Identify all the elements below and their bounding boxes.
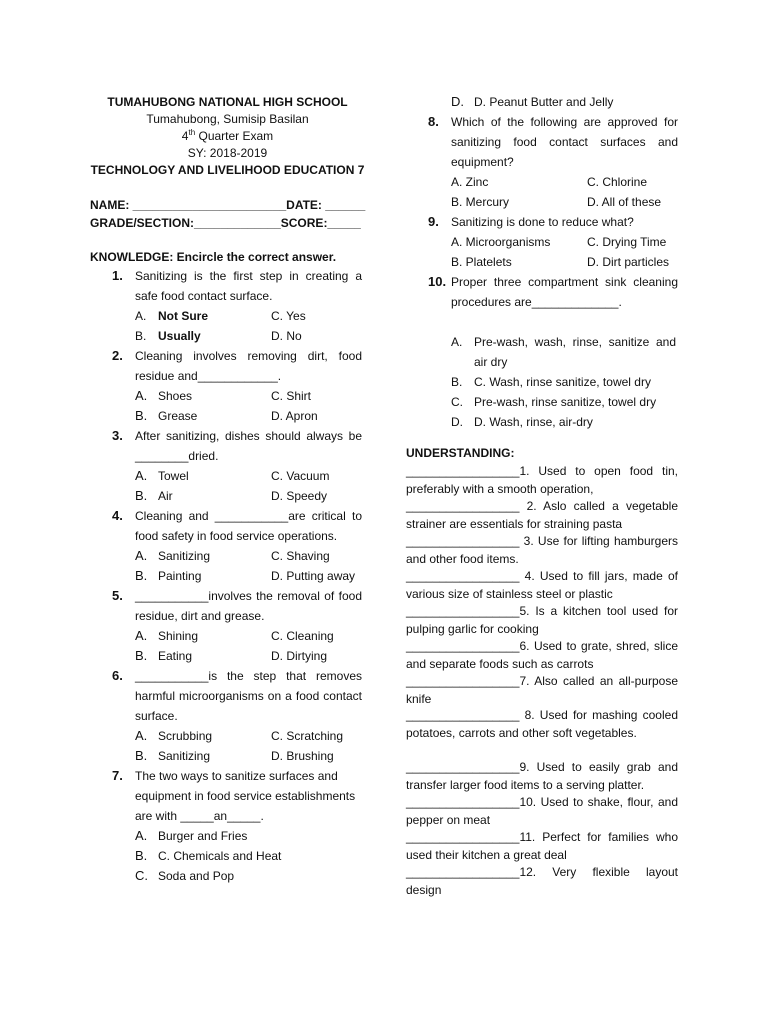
option-a[interactable]: [451, 332, 676, 372]
understanding-item-9: _________________9. Used to easily grab and transfer larger food items to a serving platter.: [406, 760, 678, 792]
option-d[interactable]: D. Dirtying: [271, 649, 328, 663]
option-b[interactable]: [135, 406, 197, 426]
question-number: 4.: [112, 508, 123, 523]
option-text: Shoes: [158, 389, 193, 403]
option-letter: D.: [451, 94, 464, 109]
understanding-item-7: _________________7. Also called an all-purpose knife: [406, 674, 678, 706]
option-c[interactable]: C. Cleaning: [271, 629, 334, 643]
understanding-item-6: _________________6. Used to grate, shred, slice and separate foods such as carrots: [406, 639, 678, 671]
question-text: Cleaning and ___________are critical to food safety in food service operations.: [135, 509, 362, 543]
option-letter: B.: [135, 748, 148, 763]
option-b[interactable]: [135, 646, 192, 666]
question-7-option-d[interactable]: [451, 92, 613, 112]
option-letter: A.: [135, 628, 148, 643]
option-letter: C.: [135, 868, 148, 883]
question-number: 10.: [428, 274, 447, 289]
option-letter: B.: [135, 329, 147, 343]
subject-title: TECHNOLOGY AND LIVELIHOOD EDUCATION 7: [90, 163, 365, 177]
understanding-item-10: _________________10. Used to shake, flour, and pepper on meat: [406, 795, 678, 827]
option-a[interactable]: A. Microorganisms: [451, 235, 551, 249]
option-c[interactable]: C. Scratching: [271, 729, 344, 743]
option-letter: B.: [135, 648, 148, 663]
option-text: Grease: [158, 409, 198, 423]
option-text: Usually: [158, 329, 201, 343]
option-a[interactable]: [135, 466, 189, 486]
option-c[interactable]: C. Drying Time: [587, 235, 667, 249]
question-text: Sanitizing is the first step in creating a safe food contact surface.: [135, 269, 362, 303]
question-number: 1.: [112, 268, 123, 283]
exam-number-suffix: th: [188, 128, 196, 137]
understanding-title: UNDERSTANDING:: [406, 446, 515, 460]
question-number: 8.: [428, 114, 439, 129]
option-letter: B.: [135, 488, 148, 503]
option-text: D. Peanut Butter and Jelly: [474, 95, 614, 109]
option-a[interactable]: [135, 386, 192, 406]
option-letter: B.: [135, 568, 148, 583]
knowledge-instruction-text: Encircle the correct answer.: [173, 250, 337, 264]
option-letter: A.: [135, 309, 147, 323]
option-b[interactable]: [135, 486, 173, 506]
question-number: 2.: [112, 348, 123, 363]
question-text: After sanitizing, dishes should always be ________dried.: [135, 429, 362, 463]
option-text: Air: [158, 489, 173, 503]
option-c[interactable]: C. Vacuum: [271, 469, 330, 483]
option-a[interactable]: [135, 726, 212, 746]
knowledge-title: KNOWLEDGE:: [90, 250, 174, 264]
option-text: Pre-wash, wash, rinse, sanitize and air dry: [474, 335, 676, 369]
grade-score-line: GRADE/SECTION:_____________SCORE:_____: [90, 216, 361, 230]
option-text: C. Chemicals and Heat: [158, 849, 282, 863]
option-letter: A.: [135, 828, 148, 843]
option-d[interactable]: D. No: [271, 329, 302, 343]
option-a[interactable]: [135, 306, 208, 326]
option-a[interactable]: [135, 546, 210, 566]
option-a[interactable]: [135, 626, 198, 646]
understanding-item-2: _________________ 2. Aslo called a vegetable strainer are essentials for straining pasta: [406, 499, 678, 531]
option-b[interactable]: B. Platelets: [451, 255, 512, 269]
option-letter: C.: [451, 395, 463, 409]
exam-title-rest: Quarter Exam: [195, 129, 274, 143]
option-d[interactable]: D. Speedy: [271, 489, 328, 503]
question-text: Sanitizing is done to reduce what?: [451, 215, 634, 229]
option-c[interactable]: C. Shirt: [271, 389, 312, 403]
option-c[interactable]: C. Shaving: [271, 549, 330, 563]
option-c[interactable]: [135, 866, 234, 886]
option-letter: A.: [135, 468, 148, 483]
option-text: Burger and Fries: [158, 829, 248, 843]
option-b[interactable]: [135, 846, 281, 866]
option-d[interactable]: D. All of these: [587, 195, 662, 209]
option-text: D. Wash, rinse, air-dry: [474, 415, 593, 429]
question-number: 5.: [112, 588, 123, 603]
understanding-item-12: _________________12. Very flexible layout design: [406, 865, 678, 897]
knowledge-instruction: [90, 250, 365, 264]
option-text: Shining: [158, 629, 199, 643]
option-b[interactable]: B. Mercury: [451, 195, 510, 209]
option-c[interactable]: C. Yes: [271, 309, 306, 323]
option-letter: A.: [451, 335, 463, 349]
school-name: TUMAHUBONG NATIONAL HIGH SCHOOL: [107, 95, 348, 109]
question-text: ___________involves the removal of food residue, dirt and grease.: [135, 589, 362, 623]
school-year: SY: 2018-2019: [187, 146, 268, 160]
option-d[interactable]: [451, 412, 593, 432]
option-text: Pre-wash, rinse sanitize, towel dry: [474, 395, 657, 409]
option-text: Towel: [158, 469, 189, 483]
option-text: Painting: [158, 569, 202, 583]
option-c[interactable]: C. Chlorine: [587, 175, 648, 189]
option-letter: B.: [135, 848, 148, 863]
option-c[interactable]: [451, 392, 656, 412]
option-letter: B.: [135, 408, 148, 423]
question-number: 3.: [112, 428, 123, 443]
question-number: 9.: [428, 214, 439, 229]
option-text: Eating: [158, 649, 193, 663]
understanding-item-1: _________________1. Used to open food tin, preferably with a smooth operation,: [406, 464, 678, 496]
question-number: 6.: [112, 668, 123, 683]
question-text: The two ways to sanitize surfaces and equipment in food service establishments are with _____an_____.: [135, 769, 356, 823]
exam-number: 4: [181, 129, 189, 143]
question-number: 7.: [112, 768, 123, 783]
option-letter: B.: [451, 375, 463, 389]
option-b[interactable]: [135, 566, 201, 586]
option-d[interactable]: D. Brushing: [271, 749, 334, 763]
option-letter: D.: [451, 415, 463, 429]
understanding-item-5: _________________5. Is a kitchen tool used for pulping garlic for cooking: [406, 604, 678, 636]
question-text: Cleaning involves removing dirt, food residue and____________.: [135, 349, 362, 383]
question-text: Proper three compartment sink cleaning procedures are_____________.: [451, 275, 678, 309]
understanding-item-8: _________________ 8. Used for mashing cooled potatoes, carrots and other soft vegetables.: [406, 708, 678, 740]
name-date-line: NAME: _______________________DATE: ______: [90, 198, 366, 212]
option-a[interactable]: A. Zinc: [451, 175, 489, 189]
option-text: Soda and Pop: [158, 869, 235, 883]
option-text: Sanitizing: [158, 549, 211, 563]
option-text: C. Wash, rinse sanitize, towel dry: [474, 375, 651, 389]
understanding-item-11: _________________11. Perfect for families who used their kitchen a great deal: [406, 830, 678, 862]
exam-title: [90, 128, 365, 145]
option-text: Sanitizing: [158, 749, 211, 763]
option-b[interactable]: [135, 746, 210, 766]
understanding-item-4: _________________ 4. Used to fill jars, made of various size of stainless steel or plastic: [406, 569, 678, 601]
option-d[interactable]: D. Dirt particles: [587, 255, 670, 269]
option-b[interactable]: [451, 372, 651, 392]
option-letter: A.: [135, 388, 148, 403]
school-address: Tumahubong, Sumisip Basilan: [146, 112, 309, 126]
option-d[interactable]: D. Apron: [271, 409, 318, 423]
question-text: ___________is the step that removes harmful microorganisms on a food contact surface.: [135, 669, 362, 723]
option-text: Not Sure: [158, 309, 209, 323]
question-text: Which of the following are approved for sanitizing food contact surfaces and equipment?: [451, 115, 678, 169]
option-letter: A.: [135, 548, 148, 563]
option-a[interactable]: [135, 826, 247, 846]
option-d[interactable]: D. Putting away: [271, 569, 356, 583]
exam-header: [90, 94, 365, 179]
option-b[interactable]: [135, 326, 201, 346]
option-text: Scrubbing: [158, 729, 213, 743]
understanding-item-3: _________________ 3. Use for lifting hamburgers and other food items.: [406, 534, 678, 566]
option-letter: A.: [135, 728, 148, 743]
